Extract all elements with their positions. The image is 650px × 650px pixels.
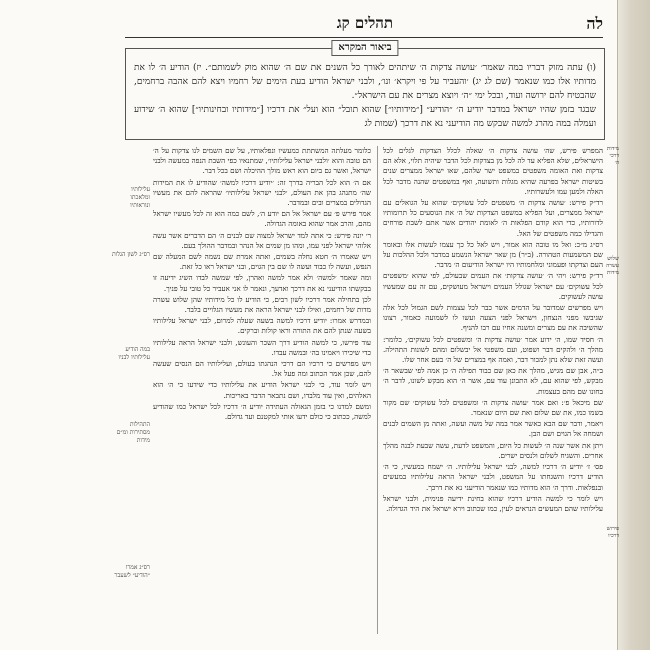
commentary-paragraph: ומשם למדנו כי בזמן הגאולה העתידה יודיע ה׳ דרכיו לכל ישראל כמו שהודיע למשה, ככתוב כי כולם ידעו אותי למקטנם ועד גדולם. (153, 401, 371, 422)
commentary-column-right (383, 146, 603, 634)
commentary-paragraph: רד״ק פירש: ויהי ה׳ ׳עושה צדקות׳ את העמים שבעולם, לפי שהוא ׳משפטים לכל עשוקים׳ עם ישראל שגולל העמים וישראל מעושקים, עם זה עם שמעשיו עושה לעשוקים. (383, 271, 603, 301)
margin-note: מידות דרכי ה׳ (606, 146, 619, 166)
box-text (134, 61, 596, 131)
margin-note: פירוש דרכיו (606, 526, 619, 539)
commentary-paragraph: ויאמר, ודבר שם הבא כאשר אמר במה של משה ועשה, ואתה מן השמים לבנים ושמחה אל הגוים ושם הבן. (383, 419, 603, 439)
commentary-paragraph: רד״ק פירש: ׳עושה צדקות ה׳ משפטים לכל עשוקים׳ שהוא על הגואלים עם ישראל ממצרים, ועל הפליא במשפט הצדקות של ה׳ את הנוסעים כל תרומותיו לדורותיו, כדי הוא קודם הפלאות ה׳ לאומת יהודים אשר אתם לשבת פורחים והגדילו כמה משפטים של האל. (383, 198, 603, 238)
margin-note: רס״ג לשון הגלות (112, 251, 150, 258)
box-paragraph: שבגד בזמן שהיו ישראל במדבר יודיע ה׳ ״הודיע״ [״מידותיו״] שהוא תובל״ הוא ועל״ את דרכיו [״מידותיו ובחינותיו״] שהוא ה׳ שידוע ועמלה במה מהרג למשה שבקש מה הודיעני נא את דרכך (שמות לג (134, 105, 596, 129)
margin-note: במה הודיע עלילותיו לבניו (118, 346, 150, 361)
commentary-paragraph: ויש לומר כי למשה הודיע דרכיו שהוא בחינת ידיעה פנימית, ולבני ישראל עלילותיו שהם המעשים הנראים לעין, כמו שכתוב וירא ישראל את היד הגדולה. (383, 493, 603, 513)
page-fold-shadow (617, 0, 650, 650)
biur-hamikra-box (125, 42, 605, 140)
right-margin-notes (605, 146, 619, 634)
margin-note: התהילות מסתירות ומ״ם מידות (116, 421, 150, 444)
commentary-paragraph: ויתן את אשר שנה ה׳ לעשות כל היום, והמשפט לדעת, עשה שבעת לבנה מהלך אחרים. והשגיח לשלום ולנסים ישרים. (383, 440, 603, 460)
commentary-paragraph: שם מיכאל פ׳: ואם אמר ׳עושה צדקות ה׳ ומשפטים לכל עשוקים׳ שם מקור בשמו כמו, את שם שלום ואת שם היום שנאמר. (383, 397, 603, 418)
commentary-paragraph: ויש מפרשים כי דרכיו הם דרכי הנהגתו בעולם, ועלילותיו הם הנסים שעשה להם, שכן אמר הכתוב ומה פעל אל. (153, 359, 371, 379)
commentary-paragraph: אם ה׳ הוא לכל הבריה בדרך זה: ׳יודיע דרכיו למשה׳ שהודיע לו את המידות שה׳ מתנהג בהן את העולם, ׳לבני ישראל עלילותיו׳ שהראה להם את מעשיו הגדולים במצרים ובים ובמדבר. (153, 177, 371, 208)
margin-note: שלוש עשרה מידות (606, 256, 619, 276)
commentary-paragraph: ובמדרש אמרו: יודיע דרכיו למשה בשעה שעלה למרום, לבני ישראל עלילותיו בשעה שנתן להם את התורה וראו קולות וברקים. (153, 316, 371, 336)
box-title: ביאור המקרא (331, 40, 398, 56)
margin-note: עלילותיו ומלאכתו ונוראותיו (130, 186, 150, 209)
commentary-column-left (153, 146, 371, 634)
left-margin-notes (112, 146, 150, 634)
commentary-paragraph: ה׳ חסיד שמו, ה׳ ידוע אמר ׳עושה צדקות ה׳ ומשפטים לכל עשוקים׳, כלומר: מהלך ה׳ ולהקים דבר ושפוט, ועם משפטי אל יבשלום ומהם לשונות התהילה. ועשה זאת שלא נתן למכור דבר, ואמה אף במצרים של ה׳ בעם אחר שלו. (383, 334, 603, 365)
running-head: תהלים קג (336, 14, 393, 32)
commentary-paragraph: רס״ג מ״כ: ואל מו טובה הוא אמור, ויש לאל כל כך עצמו לעשות אלו ובאומר שם המשמעות הטהורה. (ב״ר) מן שאר ישראל הנשמע במדבר ולכל ההלכות על העם וצדקתו ופעמוני ומלחמותיו היו ישראל הודיעום ה׳ מדבר. (383, 239, 603, 270)
commentary-paragraph: ב״ה, אבן שם מגיש, מהלך את כאן שם כבוד תפילה ה׳ כן אמה לפי שבשאר ה׳ מבקש, לפי שהוא עם, לא התבונן עוד עם, אשר ה׳ הוא מבקש לשונו, לדבר ה׳ בחונו שם מהם בעצמות. (383, 366, 603, 396)
commentary-paragraph: המפרש פירש, שה׳ עושה צדקות ה׳ שאלה לכלל הצדקות לגלים לכל הישראלים, שלא הפליא עד לה לכל מן בצדקות לכל הדבר שיהיה תלוי, אלא הם צדקות ואת האומה משפטים במשפט ישר שלהם, שאו ישראל ממצרים שנים בשיטות ישראל בפרעה שהיא מגלות ותשועה, ואף במשפטים שהנה מדבר לכל האלה ולמען עמו ולעשרותיו. (383, 146, 603, 196)
commentary-paragraph: ומה שאמר ׳למשה׳ ולא אמר למשה ואהרן, לפי שמשה לבדו השיג ידיעה זו בבקשתו הודיעני נא את דרכך ואדעך, ונאמר לו אני אעביר כל טובי על פניך. (153, 273, 371, 293)
commentary-paragraph: לכן בתחילה אמר דרכיו לשון רבים, כי הודיע לו כל מידותיו שהן שלוש עשרה מדות של רחמים, ואילו לבני ישראל הראה את מעשיו הגלויים בלבד. (153, 294, 371, 315)
commentary-paragraph: ר׳ יונה פירש: כי אתה למד ישראל למצוה שם לבנים ה׳ הם הדברים אשר עשה אלוהי ישראל לפני עמו, ומהו מן שמים אל הנהר ובמדבר ההולך בעם. (153, 230, 371, 250)
commentary-paragraph: ויש לומר עוד, כי לבני ישראל הודיע את עלילותיו כדי שידעו כי ה׳ הוא האלהים, ואין עוד מלבדו, ושם נתבאר הדבר באריכות. (153, 380, 371, 400)
commentary-paragraph: ויש מפרשים שמדובר על הדמים אשר כבר לכל עצמות לשם הגמול לכל אלה שגיבשו מפני הנצחון, וישראל לפני הצעה ועשו לו לשמועה כאמור, רצונו שהשיבה את עם מצרים ומשנה אחיו עם רבו להניף. (383, 303, 603, 333)
column-divider (377, 146, 378, 634)
commentary-paragraph: כלומר מעלתה המשתתת כמעשיו ונפלאותיו, על שם השמים לנו צדקות על ה׳ הם טובה והוא ׳ולבני ישראל עלילותיו׳, שמתנאיו כפי השבת הנפה במעשה ולבני ישראל, ואשר גם ביום הוא ראש מולך ההיכלה ושם בכל דבר. (153, 146, 371, 176)
page-number: לה (586, 14, 603, 33)
header-rule (125, 37, 603, 38)
commentary-paragraph: עוד פירשו, כי למשה הודיע דרך השכר והעונש, ולבני ישראל הראה עלילותיו כדי שיכירו ויאמינו בה׳ ובמשה עבדו. (153, 337, 371, 357)
commentary-paragraph: פס׳ ז׳ יודיע ה׳ דרכיו למשה, לבני ישראל עלילותיו. ה׳ ישמח במעשיו, כי ה׳ הודיע דרכיו והשגחתו על המשפט, ולבני ישראל הראה עלילותיו במעשים ובנפלאות. ודרך ה׳ הוא מדותיו כמו שנאמר הודיעני נא את דרכך. (383, 462, 603, 492)
margin-note: רס״ג אמרו ״הודיע״ לשעבר (114, 564, 150, 579)
commentary-paragraph: אמר פירש פ׳ עם ישראל אל הם יודע ה׳, לשם כמה הוא זה לכל מעשיו ישראל מהם, והרב אמר שהוא באומה הגדולה. (153, 209, 371, 229)
box-paragraph: (ו) עתה מזוק דבריו במה שאמר׳ ׳עושה צדקות ה׳ שיתהים לאורך כל השנים את שם ה׳ שהוא מוק לשמותם״. יז) הודיע ה׳ לו את מדותיו אלו כמו שנאמר (שם לג יג) ׳והעביר על פי ויקרא׳ ונו׳, ולבני ישראל הודיע בעת הימים של רחמיו ויצא להם אהבה ברחמים, שהבטיח להם ירושה ועוד, ובכל ימי ״ה׳ ויוצא מצרים את עם הישראל״. (134, 63, 596, 101)
page-header (125, 14, 603, 36)
commentary-paragraph: ויש שאמרו ה׳ חטא נחלה בשמים, ואתה אמרת שם נשמה לשם המעלה שם הנפש, ועשה לו כבוד ועשה לו שם בין הגוים, ובני ישראל ראו כל זאת. (153, 252, 371, 272)
